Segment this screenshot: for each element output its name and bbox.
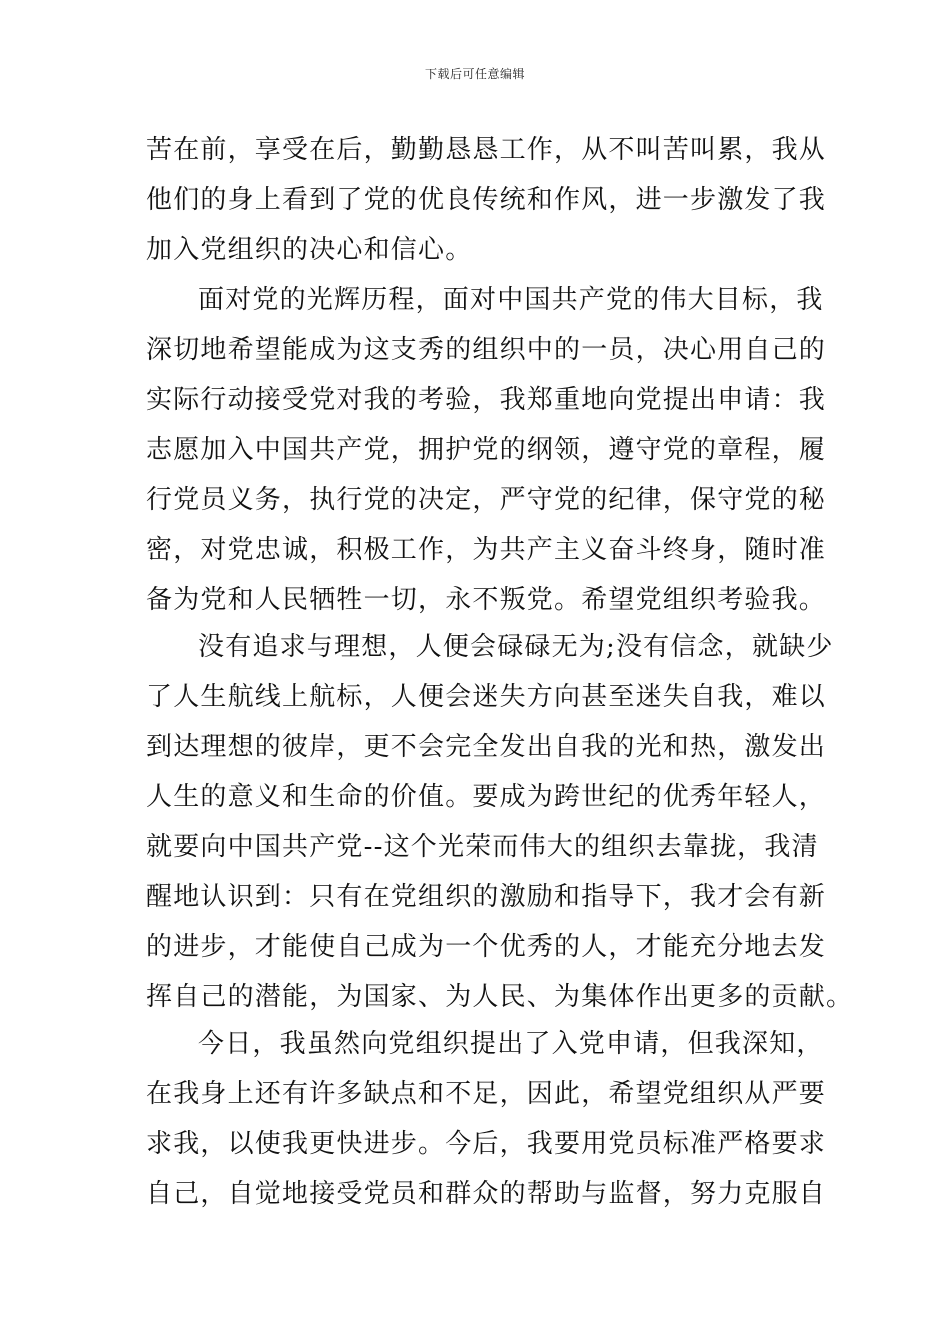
paragraph-3 bbox=[146, 622, 854, 1022]
text-line: 备为党和人民牺牲一切，永不叛党。希望党组织考验我。 bbox=[146, 585, 827, 615]
text-line: 志愿加入中国共产党，拥护党的纲领，遵守党的章程，履 bbox=[146, 435, 827, 465]
text-line: 挥自己的潜能，为国家、为人民、为集体作出更多的贡献。 bbox=[146, 982, 854, 1012]
text-line: 实际行动接受党对我的考验，我郑重地向党提出申请：我 bbox=[146, 385, 827, 415]
text-line: 的进步，才能使自己成为一个优秀的人，才能充分地去发 bbox=[146, 932, 827, 962]
text-line: 在我身上还有许多缺点和不足，因此，希望党组织从严要 bbox=[146, 1079, 827, 1109]
text-line: 苦在前，享受在后，勤勤恳恳工作，从不叫苦叫累，我从 bbox=[146, 135, 827, 165]
text-line: 今日，我虽然向党组织提出了入党申请，但我深知， bbox=[198, 1029, 824, 1059]
paragraph-4 bbox=[146, 1019, 827, 1219]
paragraph-2 bbox=[146, 275, 827, 625]
text-line: 自己，自觉地接受党员和群众的帮助与监督，努力克服自 bbox=[146, 1179, 827, 1209]
text-line: 到达理想的彼岸，更不会完全发出自我的光和热，激发出 bbox=[146, 732, 827, 762]
text-line: 加入党组织的决心和信心。 bbox=[146, 235, 473, 265]
text-line: 就要向中国共产党--这个光荣而伟大的组织去靠拢，我清 bbox=[146, 832, 819, 862]
paragraph-1 bbox=[146, 125, 827, 275]
text-line: 密，对党忠诚，积极工作，为共产主义奋斗终身，随时准 bbox=[146, 535, 827, 565]
text-line: 没有追求与理想，人便会碌碌无为;没有信念，就缺少 bbox=[198, 632, 834, 662]
text-line: 醒地认识到：只有在党组织的激励和指导下，我才会有新 bbox=[146, 882, 827, 912]
text-line: 他们的身上看到了党的优良传统和作风，进一步激发了我 bbox=[146, 185, 827, 215]
text-line: 面对党的光辉历程，面对中国共产党的伟大目标，我 bbox=[198, 285, 824, 315]
text-line: 人生的意义和生命的价值。要成为跨世纪的优秀年轻人， bbox=[146, 782, 827, 812]
text-line: 求我，以使我更快进步。今后，我要用党员标准严格要求 bbox=[146, 1129, 827, 1159]
text-line: 行党员义务，执行党的决定，严守党的纪律，保守党的秘 bbox=[146, 485, 827, 515]
text-line: 深切地希望能成为这支秀的组织中的一员，决心用自己的 bbox=[146, 335, 827, 365]
text-line: 了人生航线上航标，人便会迷失方向甚至迷失自我，难以 bbox=[146, 682, 827, 712]
page-header: 下载后可任意编辑 bbox=[424, 67, 525, 81]
